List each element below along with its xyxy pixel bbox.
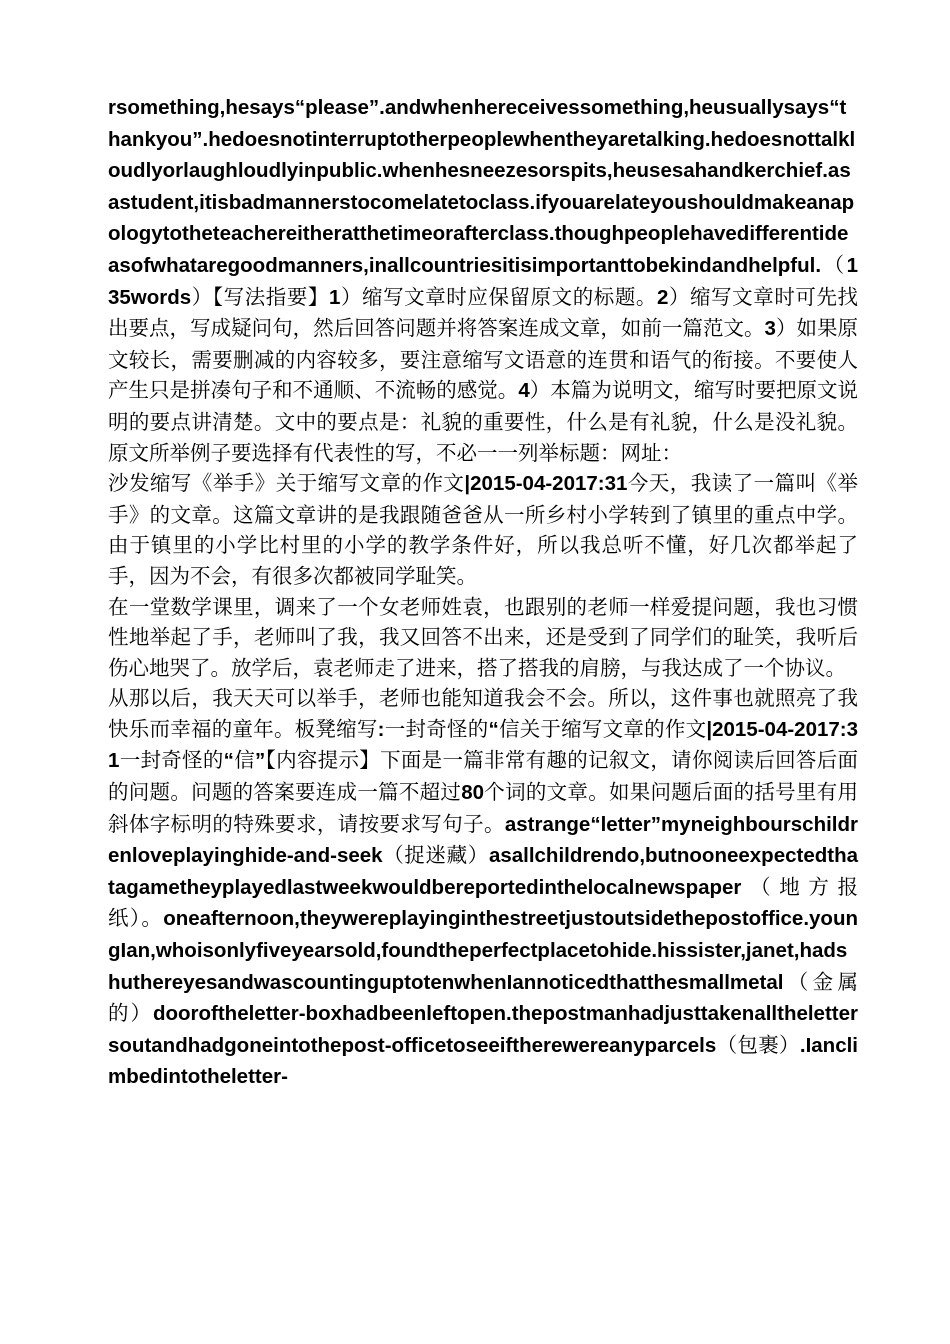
chinese-text-run: 信关于缩写文章的作文 bbox=[498, 716, 707, 741]
latin-text-run: oneafternoon,theywereplayinginthestreetjustoutsidethepostoffice.youngIan,whoisonlyfiveyearsold,foundtheperfectplacetohide.hissister,janet,hadshuthereyesandwascountinguptotenwhenIannoticedthatthesmallmetal bbox=[108, 907, 858, 994]
latin-text-run: . bbox=[799, 1033, 806, 1057]
paragraph bbox=[108, 468, 858, 591]
chinese-text-run: ）缩写文章时可先找出要点，写成疑问句，然后回答问题并将答案连成文章，如前一篇范文。 bbox=[108, 284, 859, 341]
chinese-text-run: 个词的文章。如果问题后面的括号里有用斜体字标明的特殊要求，请按要求写句子。 bbox=[108, 780, 859, 836]
chinese-text-run: （金属的） bbox=[108, 969, 858, 1026]
latin-text-run: “ bbox=[488, 717, 499, 741]
chinese-text-run: 一封奇怪的 bbox=[384, 716, 489, 741]
latin-text-run: Ianclimbedintotheletter- bbox=[108, 1033, 858, 1089]
paragraph bbox=[108, 92, 858, 468]
latin-text-run: “ bbox=[223, 749, 234, 773]
latin-text-run: asallchildrendo,butnooneexpectedthatagametheyplayedlastweekwouldbereportedinthelocalnewspaper bbox=[108, 844, 858, 899]
chinese-text-run: 从那以后，我天天可以举手，老师也能知道我会不会。所以，这件事也就照亮了我快乐而幸福的童年。板凳缩写 bbox=[108, 686, 858, 741]
chinese-text-run: （捉迷藏） bbox=[382, 843, 489, 868]
chinese-text-run: 沙发缩写《举手》关于缩写文章的作文 bbox=[108, 471, 465, 496]
chinese-text-run: ）缩写文章时应保留原文的标题。 bbox=[340, 284, 657, 309]
chinese-text-run: 今天，我读了一篇叫《举手》的文章。这篇文章讲的是我跟随爸爸从一所乡村小学转到了镇里的重点中学。由于镇里的小学比村里的小学的教学条件好，所以我总听不懂，好几次都举起了手，因为不会，有很多次都被同学耻笑。 bbox=[108, 471, 859, 588]
chinese-text-run: ）【写法指要】 bbox=[191, 284, 329, 309]
latin-text-run: 4 bbox=[518, 379, 530, 403]
latin-text-run: |2015-04-2017:31 bbox=[464, 472, 628, 496]
chinese-text-run: 信 bbox=[233, 748, 256, 773]
latin-text-run: 1 bbox=[328, 285, 341, 309]
latin-text-run: ” bbox=[255, 749, 266, 773]
chinese-text-run: （包裹） bbox=[716, 1032, 800, 1057]
chinese-text-run: 在一堂数学课里，调来了一个女老师姓袁，也跟别的老师一样爱提问题，我也习惯性地举起了手，老师叫了我，我又回答不出来，还是受到了同学们的耻笑，我听后伤心地哭了。放学后，袁老师走了进来，搭了搭我的肩膀，与我达成了一个协议。 bbox=[108, 594, 858, 680]
latin-text-run: : bbox=[377, 717, 385, 741]
chinese-text-run: （ bbox=[821, 252, 847, 277]
latin-text-run: rsomething,hesays“please”.andwhenhereceivessomething,heusuallysays“thankyou”.hedoesnotinterruptotherpeoplewhentheyaretalking.hedoesnottalkloudlyorlaughloudlyinpublic.whenhesneezesorspits,heusesahandkerchief.asastudent,itisbadmannerstocomelatetoclass.ifyouarelateyoushouldmakeanapologytotheteachereitheratthetimeorafterclass.thoughpeoplehavedifferentideasofwhataregoodmanners,inallcountriesitisimportanttobekindandhelpful. bbox=[108, 96, 856, 277]
document-body bbox=[108, 92, 858, 1093]
paragraph bbox=[108, 683, 858, 1093]
latin-text-run: astrange“letter”myneighbourschildrenloveplayinghide-and-seek bbox=[108, 812, 858, 868]
latin-text-run: 2 bbox=[657, 285, 669, 309]
latin-text-run: 3 bbox=[764, 317, 776, 341]
latin-text-run: 135words bbox=[108, 253, 858, 309]
chinese-text-run: （地方报纸）。 bbox=[108, 874, 858, 931]
latin-text-run: 80 bbox=[461, 781, 485, 805]
chinese-text-run: 【内容提示】下面是一篇非常有趣的记叙文，请你阅读后回答后面的问题。问题的答案要连成一篇不超过 bbox=[108, 748, 859, 805]
chinese-text-run: ）本篇为说明文，缩写时要把原文说明的要点讲清楚。文中的要点是：礼貌的重要性，什么是有礼貌，什么是没礼貌。原文所举例子要选择有代表性的写，不必一一列举标题：网址： bbox=[108, 378, 859, 465]
chinese-text-run: ）如果原文较长，需要删减的内容较多，要注意缩写文语意的连贯和语气的衔接。不要使人产生只是拼凑句子和不通顺、不流畅的感觉。 bbox=[108, 316, 859, 403]
latin-text-run: dooroftheletter-boxhadbeenleftopen.thepostmanhadjusttakenallthelettersoutandhadgoneintothepost-officetoseeiftherewereanyparcels bbox=[108, 1002, 858, 1057]
chinese-text-run: 一封奇怪的 bbox=[119, 748, 224, 773]
paragraph bbox=[108, 592, 858, 684]
latin-text-run: |2015-04-2017:31 bbox=[108, 717, 859, 773]
